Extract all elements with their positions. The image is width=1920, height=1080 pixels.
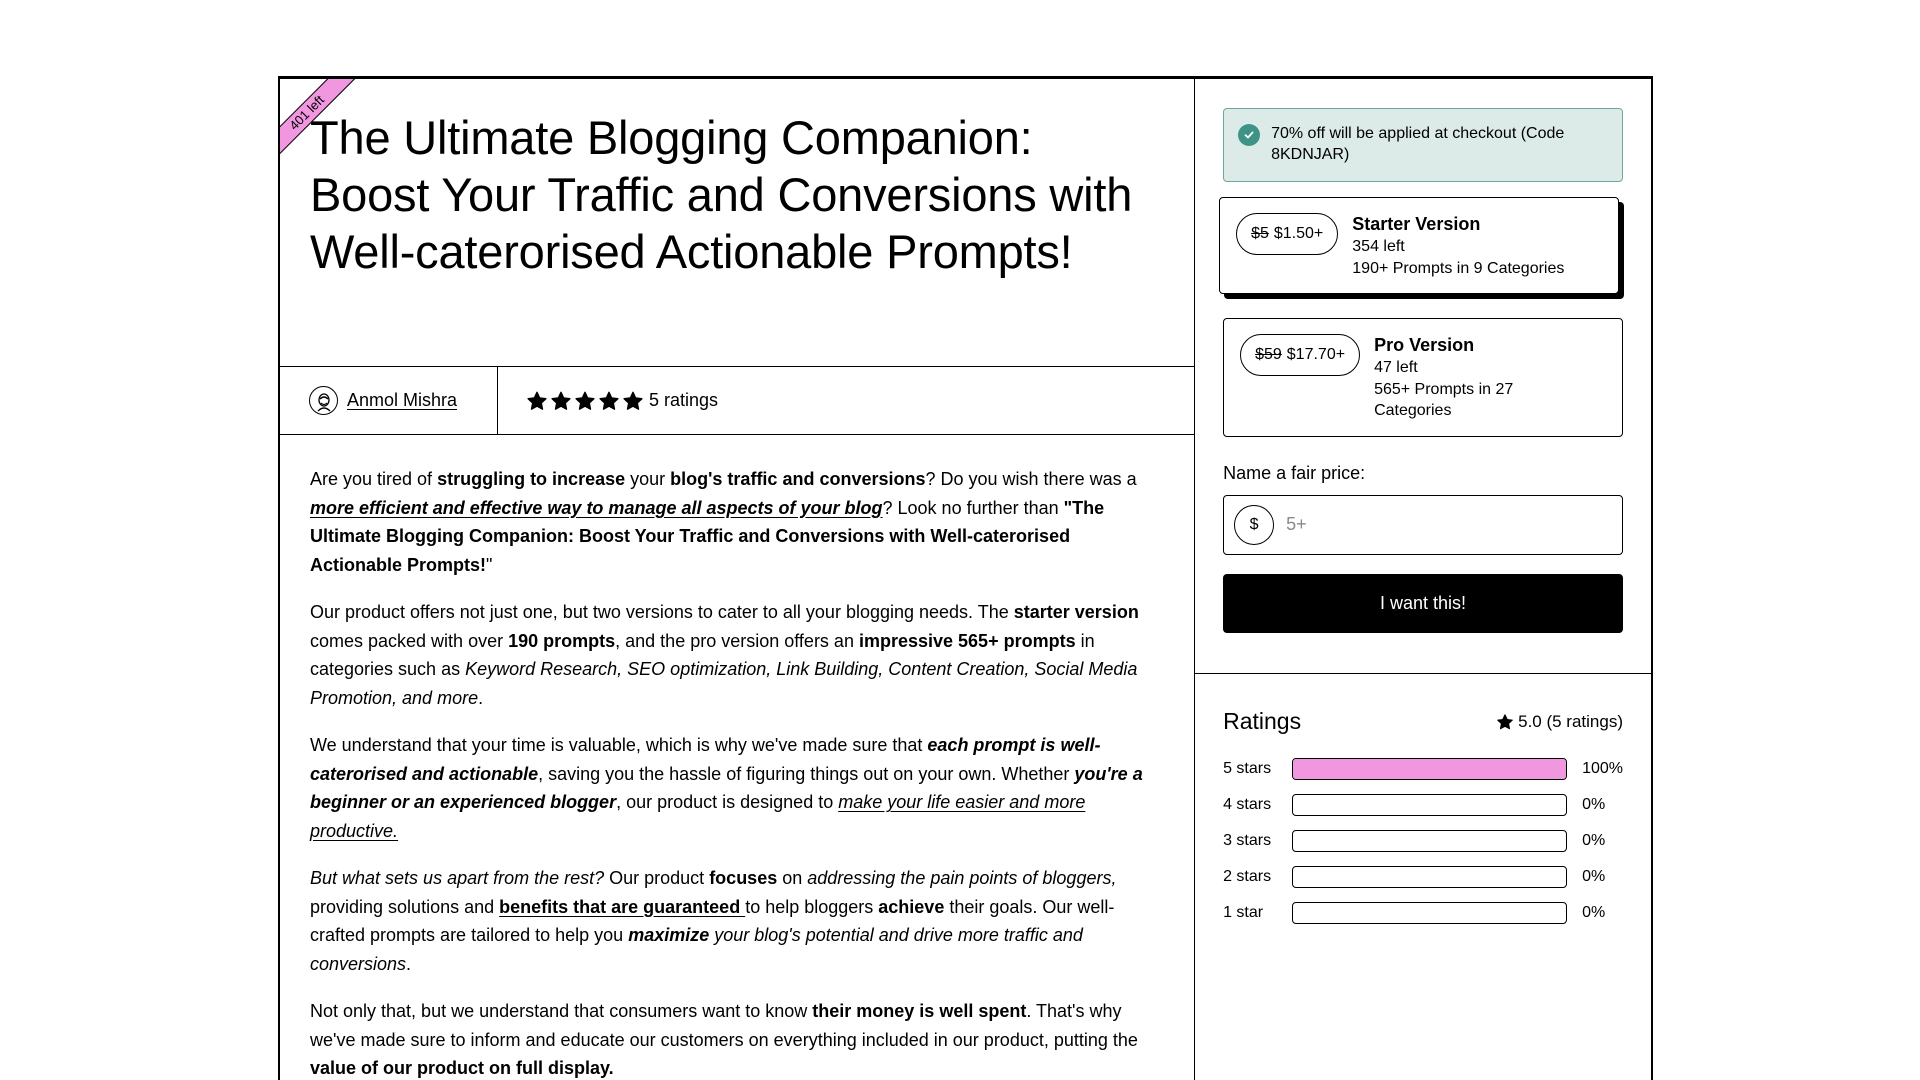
bold-text: impressive 565+ prompts [858,630,1076,651]
variant-option-pro[interactable] [1223,318,1623,437]
text: your [625,469,671,489]
rating-bar-fill [1293,759,1566,779]
bold-text: starter version [1013,602,1139,622]
text: Not only that, but we understand that consumers want to know [310,1001,813,1021]
star-icon [622,390,644,412]
text: on [777,868,808,888]
text: to help bloggers [745,896,879,917]
rating-bar-percent: 0% [1582,832,1606,849]
bold-text: value of our product on full display. [310,1058,614,1078]
rating-bar-percent: 0% [1582,796,1606,813]
description-paragraph [310,731,1164,845]
title-section [280,79,1194,367]
bold-text: achieve [878,896,945,917]
bold-text: 190 prompts [508,630,616,651]
text: ? Look no further than [882,497,1064,518]
text: Our product [604,868,710,888]
text: their goals. Our well-crafted prompts are tailored to help you [310,896,1115,945]
description-paragraph [310,997,1164,1080]
rating-bar-percent: 100% [1582,760,1623,777]
emphasis-text: make your life easier and more productive. [310,792,1086,841]
product-description [280,435,1194,1080]
original-price: $59 [1255,346,1282,363]
ratings-panel [1195,674,1651,931]
price-input[interactable] [1286,514,1622,535]
star-icon [598,390,620,412]
rating-bar-row [1223,859,1623,895]
text: , saving you the hassle of figuring things out on your own. Whether [538,763,1075,784]
bold-text: struggling to increase [437,469,626,489]
rating-summary[interactable] [498,367,718,434]
rating-bar-label: 3 stars [1223,832,1272,849]
bold-text: their money is well spent [812,1001,1027,1021]
italic-text: Keyword Research, SEO optimization, Link Building, Content Creation, Social Media Promotion, and more [310,659,1138,708]
purchase-sidebar [1195,79,1651,1080]
text: in categories such as [310,630,1095,679]
description-paragraph [310,864,1164,978]
text: Our product offers not just one, but two versions to cater to all your blogging needs. The [310,602,1014,622]
variant-name: Starter Version [1352,214,1481,234]
product-meta [280,367,1194,435]
variant-stock: 47 left [1374,359,1418,376]
rating-bar-label: 4 stars [1223,796,1272,813]
variant-details: 190+ Prompts in 9 Categories [1352,259,1565,277]
variant-stock: 354 left [1352,238,1405,255]
star-icon [550,390,572,412]
rating-bar [1292,794,1567,816]
italic-text: addressing the pain points of bloggers, [807,868,1117,888]
rating-bar-percent: 0% [1582,904,1606,921]
rating-bar [1292,902,1567,924]
variant-option-starter[interactable] [1219,197,1619,294]
italic-text: your blog's potential and drive more traffic and conversions [310,925,1083,974]
emphasis-text: benefits that are guaranteed [499,896,746,917]
bold-text: focuses [709,868,778,888]
rating-bar-row [1223,895,1623,931]
emphasis-text: each prompt is well-caterorised and actionable [310,735,1101,784]
ratings-count: 5 ratings [649,390,719,410]
ratings-average-text: 5.0 (5 ratings) [1518,711,1623,731]
text: . That's why we've made sure to inform and educate our customers on everything included in our product, putting the [310,1001,1138,1050]
original-price: $5 [1251,225,1269,242]
product-details [280,79,1195,1080]
discounted-price: $17.70+ [1286,346,1346,363]
variant-info [1374,333,1544,422]
text: Are you tired of [310,469,438,489]
description-paragraph [310,598,1164,712]
author [280,367,498,434]
rating-bar-row [1223,751,1623,787]
fair-price-label: Name a fair price: [1223,462,1366,483]
stock-ribbon: 401 left [280,79,360,166]
bold-text: "The Ultimate Blogging Companion: Boost Your Traffic and Conversions with Well-caterorised Actionable Prompts! [310,497,1105,575]
emphasis-text: maximize [628,925,710,945]
rating-bar-label: 5 stars [1223,760,1272,777]
text: We understand that your time is valuable, which is why we've made sure that [310,735,928,755]
star-rating [526,390,644,412]
text: , and the pro version offers an [615,630,859,651]
text: . [406,953,412,974]
discounted-price: $1.50+ [1273,225,1324,242]
rating-bar-percent: 0% [1582,868,1606,885]
bold-text: blog's traffic and conversions [670,469,926,489]
ratings-title: Ratings [1223,708,1302,734]
currency-symbol: $ [1234,505,1274,545]
text: . [478,687,484,708]
star-icon [1496,713,1514,731]
star-icon [526,390,548,412]
variant-name: Pro Version [1374,335,1475,355]
rating-bar [1292,758,1567,780]
text: " [486,554,493,575]
ratings-header [1223,708,1623,735]
rating-bar [1292,866,1567,888]
variant-details: 565+ Prompts in 27 Categories [1374,380,1514,419]
ratings-average [1496,712,1623,732]
variant-info [1352,212,1564,279]
product-page [278,76,1653,1080]
text: , our product is designed to [616,792,839,812]
text: comes packed with over [310,630,509,651]
author-link[interactable]: Anmol Mishra [347,390,458,410]
price-tag [1236,213,1338,255]
rating-bar-label: 2 stars [1223,868,1272,885]
star-icon [574,390,596,412]
rating-bar [1292,830,1567,852]
rating-bar-label: 1 star [1223,904,1264,921]
discount-text: 70% off will be applied at checkout (Code 8KDNJAR) [1271,125,1565,163]
buy-button[interactable]: I want this! [1223,574,1623,633]
rating-bar-row [1223,823,1623,859]
check-circle-icon [1238,124,1260,146]
price-input-field[interactable] [1223,495,1623,555]
italic-text: But what sets us apart from the rest? [310,868,605,888]
checkout-panel [1195,79,1651,674]
emphasis-text: you're a beginner or an experienced blogger [310,763,1143,812]
price-tag [1240,334,1360,376]
rating-bar-row [1223,787,1623,823]
text: providing solutions and [310,896,500,917]
emphasis-text: more efficient and effective way to manage all aspects of your blog [310,497,883,518]
description-paragraph [310,465,1164,579]
discount-banner [1223,108,1623,182]
text: ? Do you wish there was a [925,469,1137,489]
product-title: The Ultimate Blogging Companion: Boost Your Traffic and Conversions with Well-caterorised Actionable Prompts! [310,111,1133,278]
user-avatar-icon[interactable] [309,386,338,415]
